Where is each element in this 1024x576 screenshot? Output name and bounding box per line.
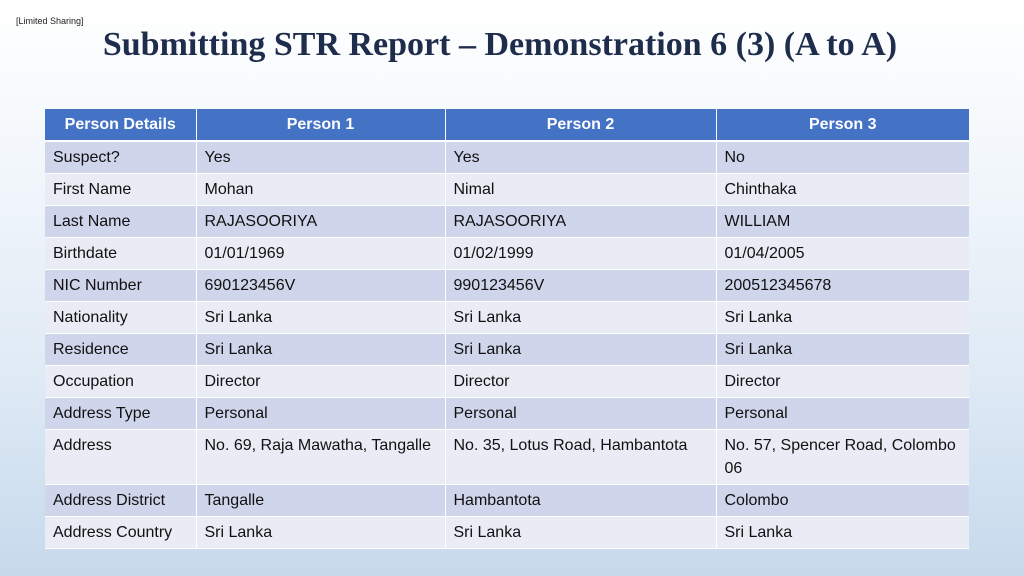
table-row (45, 206, 969, 238)
person-2-cell: RAJASOORIYA (445, 206, 716, 238)
column-header-person-2: Person 2 (445, 109, 716, 141)
row-label-cell: Address Type (45, 398, 196, 430)
table-row (45, 238, 969, 270)
person-details-table (45, 109, 969, 549)
row-label-cell: Address Country (45, 517, 196, 549)
table-row (45, 270, 969, 302)
row-label-cell: Birthdate (45, 238, 196, 270)
table-body (45, 141, 969, 549)
person-2-cell: Sri Lanka (445, 302, 716, 334)
person-1-cell: Sri Lanka (196, 334, 445, 366)
person-2-cell: 990123456V (445, 270, 716, 302)
row-label-cell: NIC Number (45, 270, 196, 302)
person-3-cell: Chinthaka (716, 174, 969, 206)
person-2-cell: Sri Lanka (445, 517, 716, 549)
person-1-cell: Mohan (196, 174, 445, 206)
person-3-cell: Sri Lanka (716, 517, 969, 549)
person-1-cell: Sri Lanka (196, 517, 445, 549)
row-label-cell: Suspect? (45, 141, 196, 174)
column-header-person-details: Person Details (45, 109, 196, 141)
table-row (45, 141, 969, 174)
person-2-cell: Director (445, 366, 716, 398)
column-header-person-3: Person 3 (716, 109, 969, 141)
person-1-cell: Personal (196, 398, 445, 430)
person-2-cell: No. 35, Lotus Road, Hambantota (445, 430, 716, 485)
row-label-cell: Address District (45, 485, 196, 517)
person-2-cell: Nimal (445, 174, 716, 206)
person-3-cell: No (716, 141, 969, 174)
table-row (45, 517, 969, 549)
person-3-cell: Sri Lanka (716, 302, 969, 334)
table-row (45, 302, 969, 334)
row-label-cell: Address (45, 430, 196, 485)
classification-label: [Limited Sharing] (16, 16, 84, 26)
person-2-cell: Sri Lanka (445, 334, 716, 366)
person-2-cell: 01/02/1999 (445, 238, 716, 270)
person-3-cell: Colombo (716, 485, 969, 517)
person-3-cell: Director (716, 366, 969, 398)
table-row (45, 174, 969, 206)
person-1-cell: RAJASOORIYA (196, 206, 445, 238)
person-3-cell: WILLIAM (716, 206, 969, 238)
table-row (45, 398, 969, 430)
person-3-cell: Sri Lanka (716, 334, 969, 366)
row-label-cell: First Name (45, 174, 196, 206)
row-label-cell: Residence (45, 334, 196, 366)
table-header-row (45, 109, 969, 141)
person-2-cell: Personal (445, 398, 716, 430)
person-2-cell: Hambantota (445, 485, 716, 517)
person-3-cell: 200512345678 (716, 270, 969, 302)
person-1-cell: Director (196, 366, 445, 398)
row-label-cell: Last Name (45, 206, 196, 238)
person-details-table-container (45, 109, 969, 549)
table-row (45, 485, 969, 517)
person-1-cell: 690123456V (196, 270, 445, 302)
person-2-cell: Yes (445, 141, 716, 174)
row-label-cell: Occupation (45, 366, 196, 398)
person-1-cell: Tangalle (196, 485, 445, 517)
column-header-person-1: Person 1 (196, 109, 445, 141)
table-row (45, 334, 969, 366)
person-3-cell: Personal (716, 398, 969, 430)
row-label-cell: Nationality (45, 302, 196, 334)
person-1-cell: 01/01/1969 (196, 238, 445, 270)
slide-title: Submitting STR Report – Demonstration 6 (3) (A to A) (102, 26, 898, 63)
person-3-cell: No. 57, Spencer Road, Colombo 06 (716, 430, 969, 485)
person-1-cell: No. 69, Raja Mawatha, Tangalle (196, 430, 445, 485)
table-row (45, 366, 969, 398)
table-row (45, 430, 969, 485)
person-1-cell: Yes (196, 141, 445, 174)
person-1-cell: Sri Lanka (196, 302, 445, 334)
person-3-cell: 01/04/2005 (716, 238, 969, 270)
